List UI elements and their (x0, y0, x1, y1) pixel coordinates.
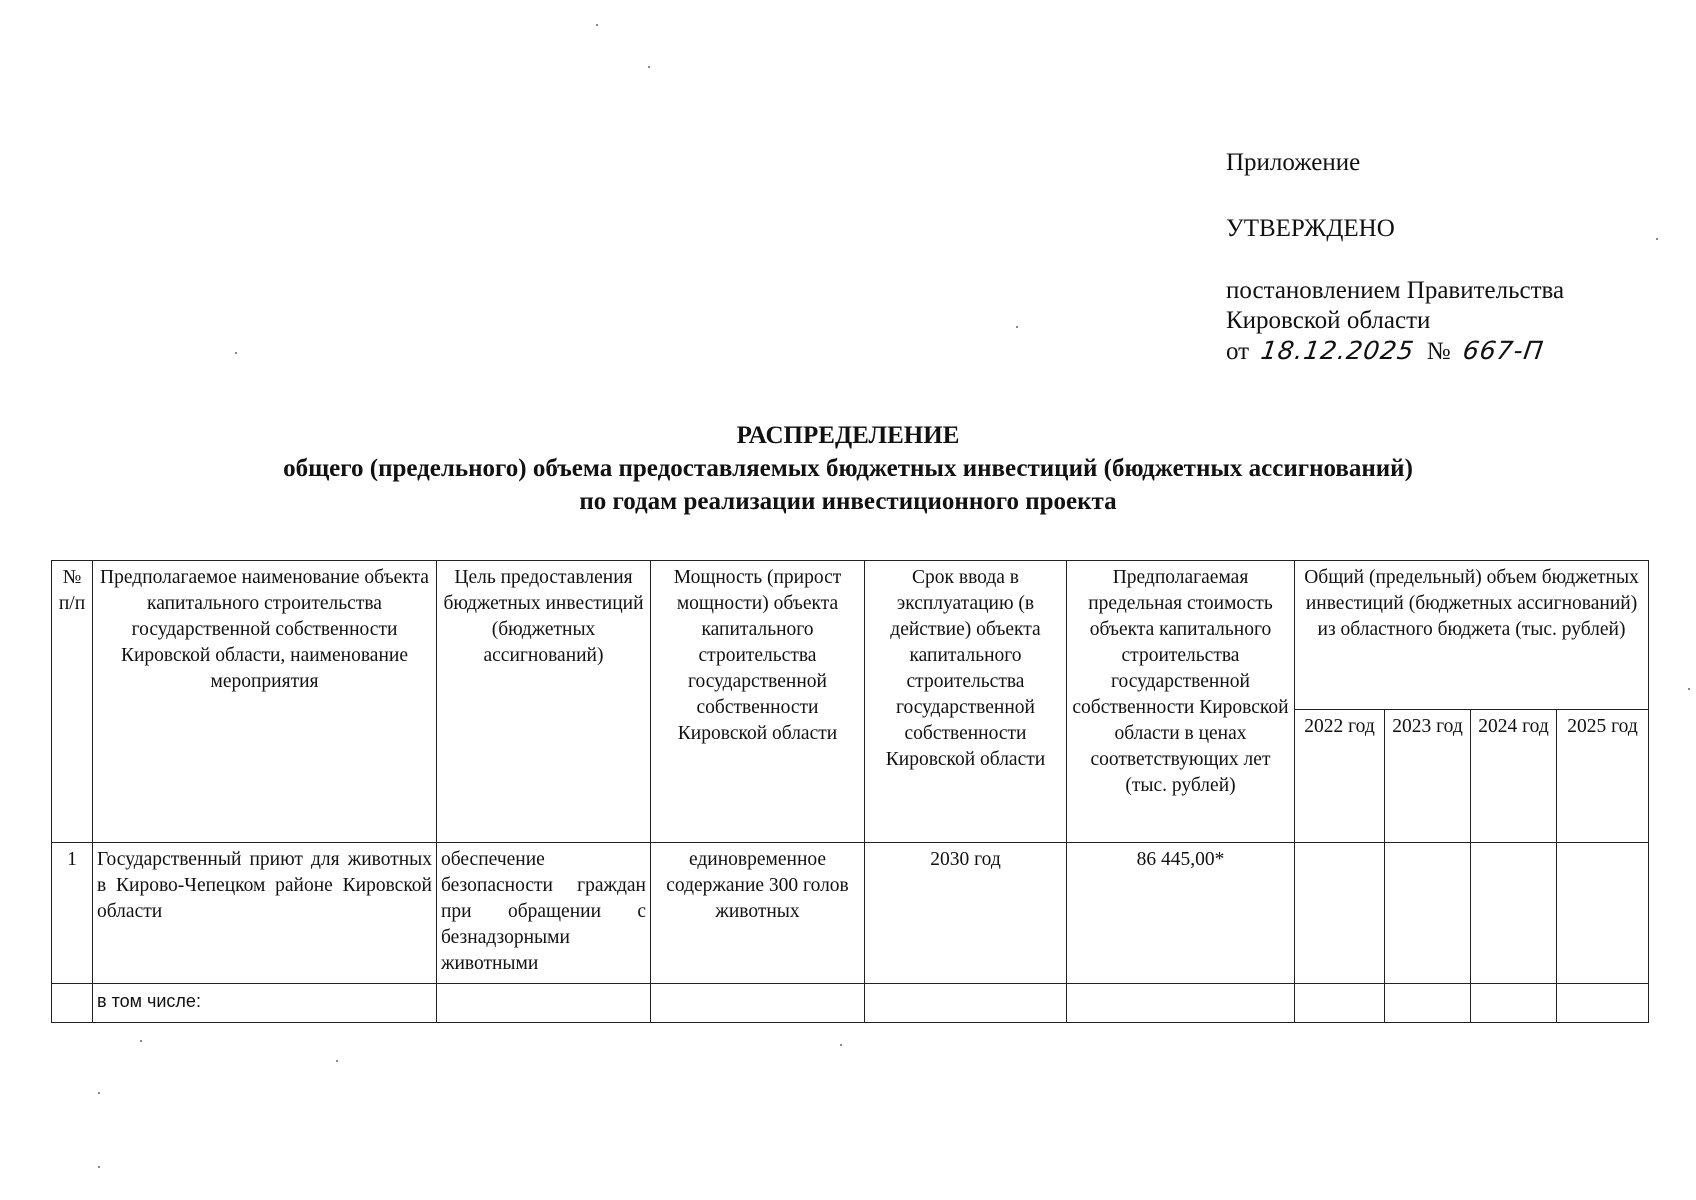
approval-block (1226, 148, 1564, 367)
decree-date-line (1226, 336, 1564, 367)
appendix-label: Приложение (1226, 149, 1361, 176)
scan-speck (840, 1044, 842, 1046)
header-volume: Общий (предельный) объем бюджетных инвестиций (бюджетных ассигнований) из областного бюджета (тыс. рублей) (1295, 561, 1649, 710)
subrow-num (52, 984, 93, 1023)
subrow-year-2025 (1557, 984, 1649, 1023)
decree-line-2: Кировской области (1226, 307, 1431, 334)
cell-year-2023 (1385, 843, 1471, 984)
scan-speck (235, 352, 237, 354)
header-capacity: Мощность (прирост мощности) объекта капитального строительства государственной собственности Кировской области (651, 561, 865, 843)
header-term: Срок ввода в эксплуатацию (в действие) объекта капитального строительства государственной собственности Кировской области (865, 561, 1067, 843)
cell-cost: 86 445,00* (1067, 843, 1295, 984)
subrow-label: в том числе: (93, 984, 437, 1023)
subrow-year-2022 (1295, 984, 1385, 1023)
header-name: Предполагаемое наименование объекта капитального строительства государственной собственности Кировской области, наименование мероприятия (93, 561, 437, 843)
scan-speck (596, 24, 598, 26)
scan-speck (1656, 238, 1658, 240)
header-year-2022: 2022 год (1295, 710, 1385, 843)
scan-speck (1688, 688, 1690, 690)
header-year-2023: 2023 год (1385, 710, 1471, 843)
subrow-year-2023 (1385, 984, 1471, 1023)
scan-speck (140, 1040, 142, 1042)
title-line-3: по годам реализации инвестиционного проекта (579, 488, 1117, 515)
scan-speck (1016, 326, 1018, 328)
decree-date: 18.12.2025 (1259, 336, 1417, 365)
header-year-2025: 2025 год (1557, 710, 1649, 843)
decree-number: 667-П (1460, 336, 1546, 365)
header-cost: Предполагаемая предельная стоимость объекта капитального строительства государственной собственности Кировской области в ценах соответствующих лет (тыс. рублей) (1067, 561, 1295, 843)
cell-year-2022 (1295, 843, 1385, 984)
cell-year-2025 (1557, 843, 1649, 984)
table-row (52, 843, 1649, 984)
cell-purpose: обеспечение безопасности граждан при обращении с безнадзорными животными (437, 843, 651, 984)
cell-num: 1 (52, 843, 93, 984)
subrow-purpose (437, 984, 651, 1023)
scan-speck (98, 1166, 100, 1168)
subrow-term (865, 984, 1067, 1023)
title-line-2: общего (предельного) объема предоставляемых бюджетных инвестиций (бюджетных ассигнований) (283, 455, 1413, 482)
cell-capacity: единовременное содержание 300 голов животных (651, 843, 865, 984)
subrow-year-2024 (1471, 984, 1557, 1023)
table-header-row (52, 561, 1649, 710)
scan-speck (98, 1092, 100, 1094)
document-title (0, 419, 1696, 518)
subrow-cost (1067, 984, 1295, 1023)
title-line-1: РАСПРЕДЕЛЕНИЕ (736, 422, 960, 449)
scan-speck (648, 66, 650, 68)
header-num: № п/п (52, 561, 93, 843)
scan-speck (336, 1060, 338, 1062)
number-prefix: № (1426, 338, 1451, 365)
table-subrow (52, 984, 1649, 1023)
cell-year-2024 (1471, 843, 1557, 984)
header-year-2024: 2024 год (1471, 710, 1557, 843)
cell-term: 2030 год (865, 843, 1067, 984)
decree-line-1: постановлением Правительства (1226, 277, 1565, 304)
investment-table (51, 560, 1649, 1023)
cell-name: Государственный приют для животных в Кирово-Чепецком районе Кировской области (93, 843, 437, 984)
approved-label: УТВЕРЖДЕНО (1226, 215, 1395, 242)
header-purpose: Цель предоставления бюджетных инвестиций (бюджетных ассигнований) (437, 561, 651, 843)
subrow-capacity (651, 984, 865, 1023)
date-prefix: от (1226, 338, 1250, 365)
